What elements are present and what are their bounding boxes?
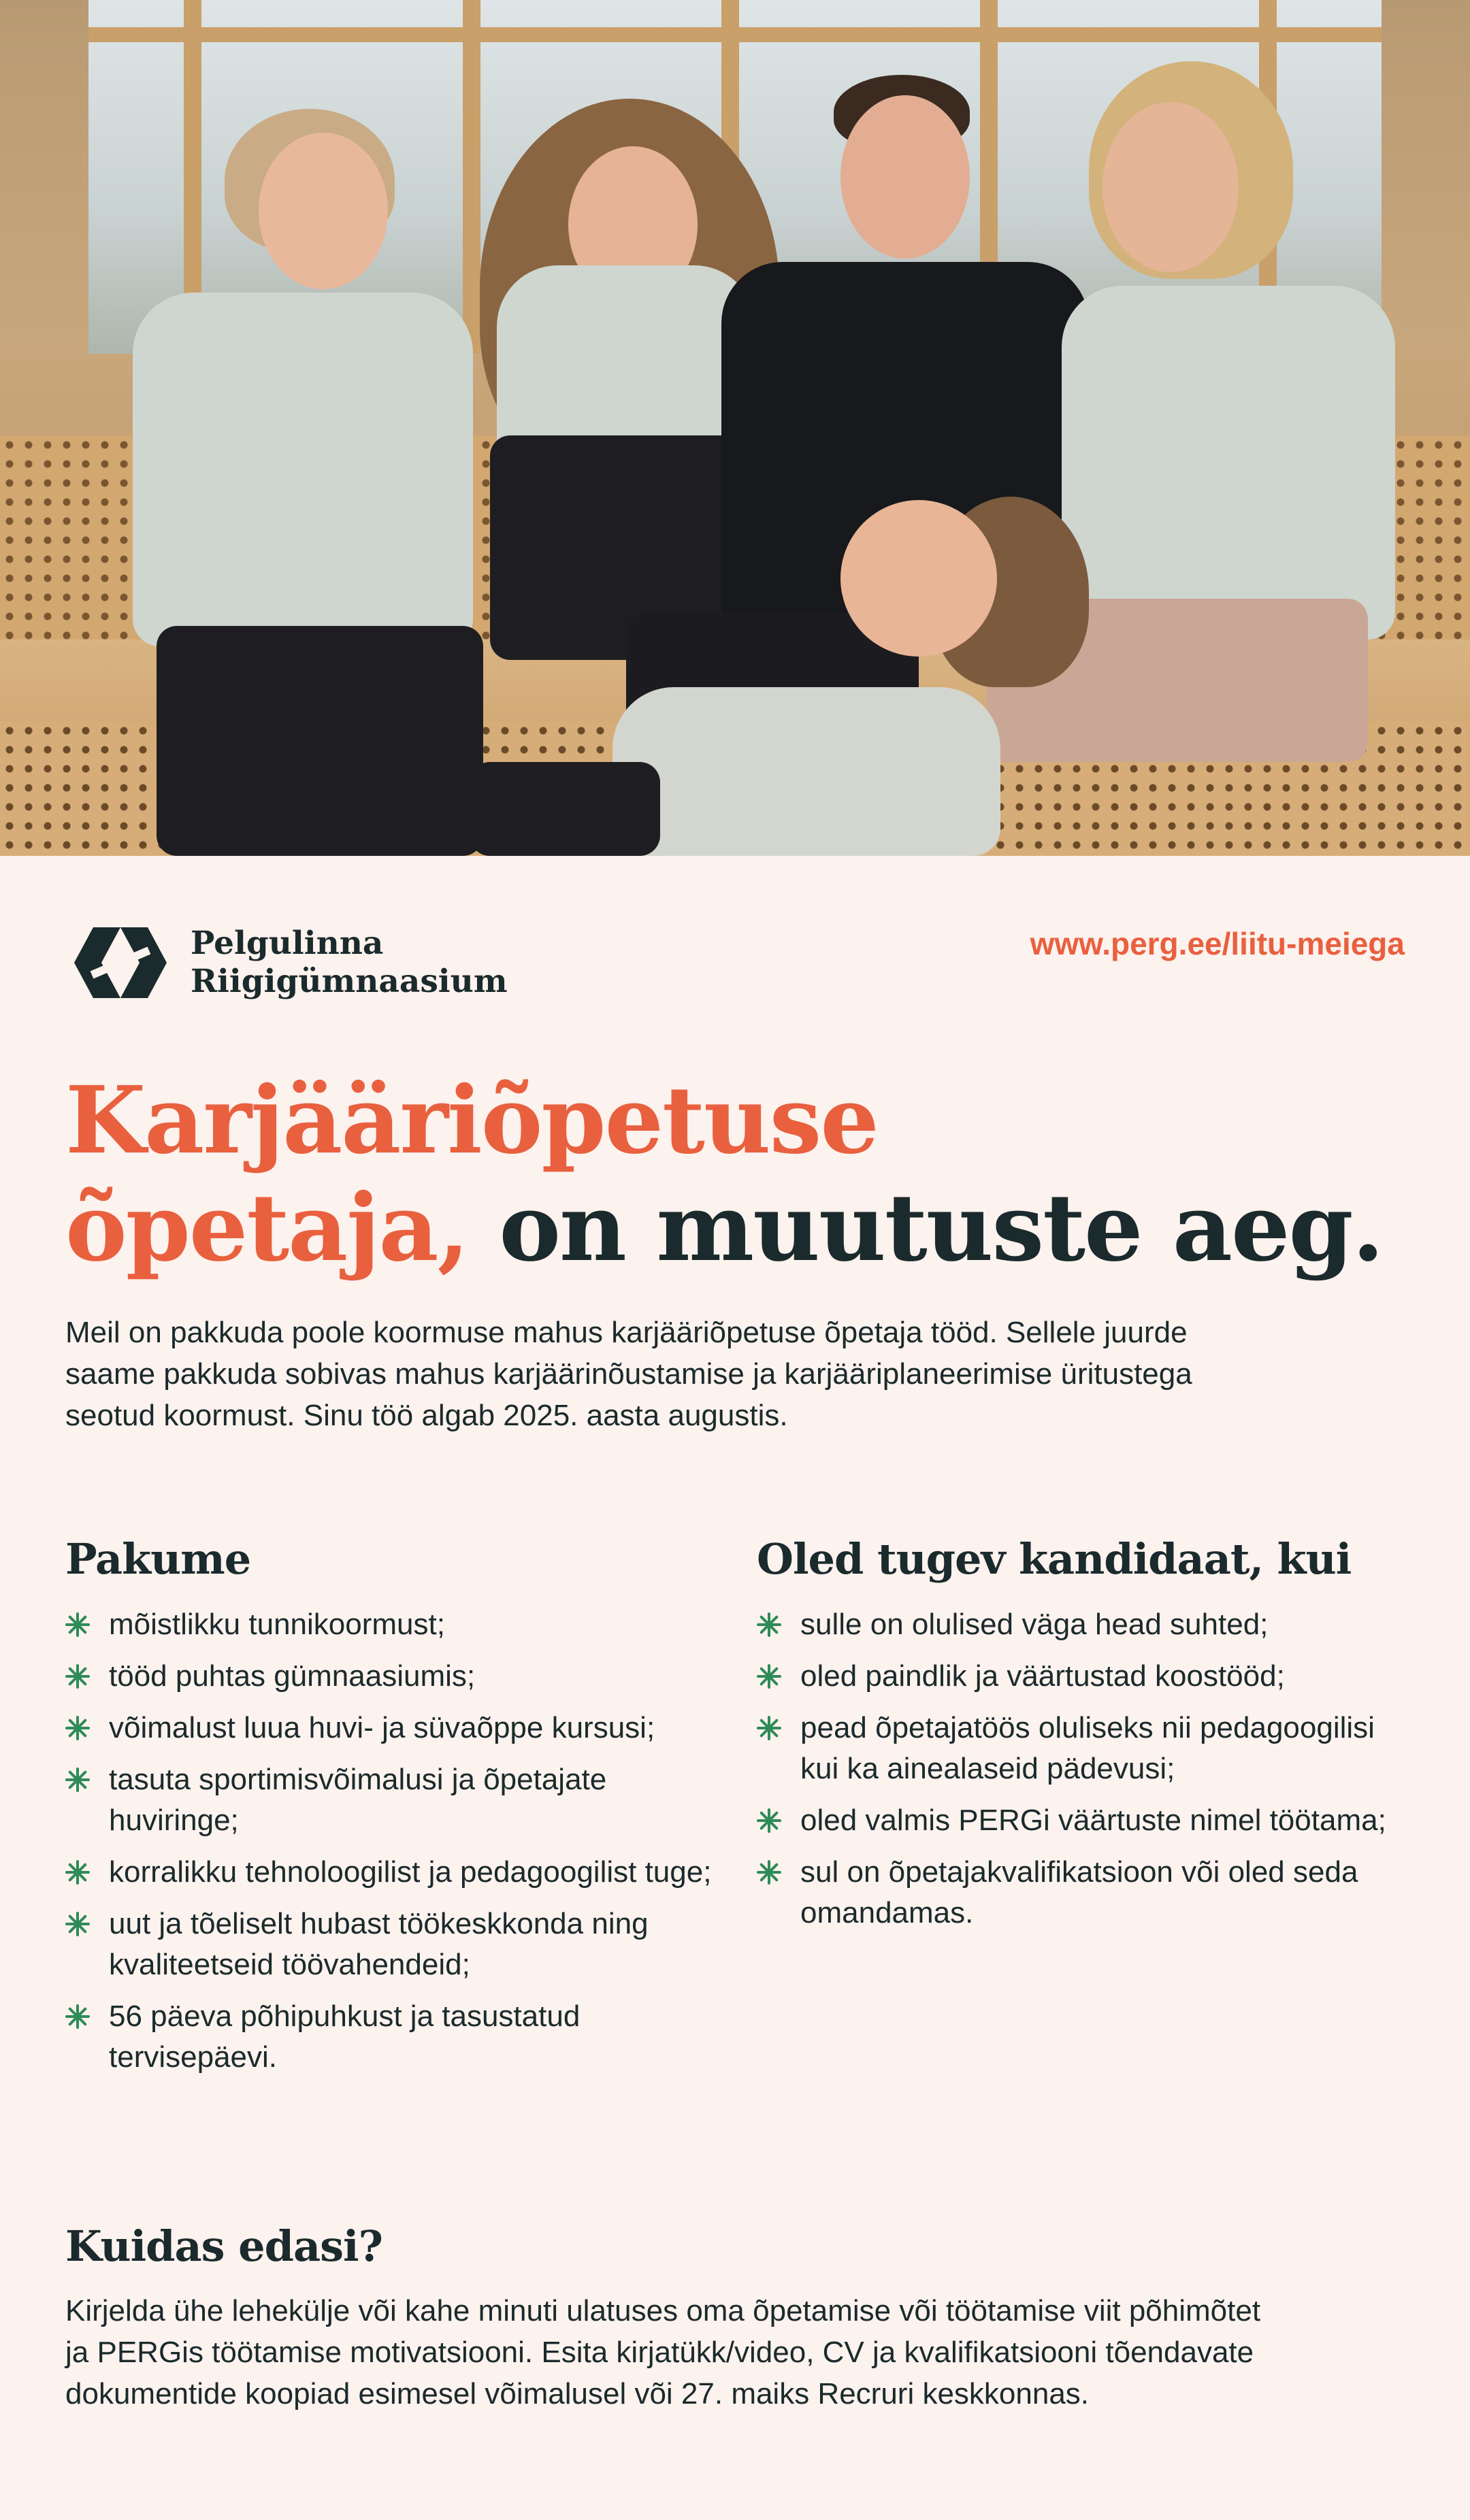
intro-paragraph: Meil on pakkuda poole koormuse mahus karjääriõpetuse õpetaja tööd. Sellele juurde saame pakkuda sobivas mahus karjäärinõustamise ja karjääriplaneerimise üritustega seotud koormust. Sinu töö algab 2025. aasta augustis.	[65, 1316, 1192, 1432]
page-title	[65, 1067, 1413, 1282]
next-steps-text: Kirjelda ühe lehekülje või kahe minuti ulatuses oma õpetamise või töötamise viit põhimõtet ja PERGis töötamise motivatsiooni. Esita kirjatükk/video, CV ja kvalifikatsiooni tõendavate dokumentide koopiad esimesel võimalusel või 27. maiks Recruri keskkonnas.	[65, 2294, 1261, 2410]
starburst-bullet-icon	[757, 1716, 781, 1740]
next-steps-section	[65, 2221, 1358, 2415]
starburst-bullet-icon	[65, 1912, 90, 1936]
list-item: korralikku tehnoloogilist ja pedagoogilist tuge;	[65, 1852, 719, 1893]
school-logo[interactable]	[65, 922, 508, 1004]
list-item: võimalust luua huvi- ja süvaõppe kursusi;	[65, 1708, 719, 1748]
starburst-bullet-icon	[757, 1664, 781, 1689]
starburst-bullet-icon	[65, 2004, 90, 2029]
offer-list	[65, 1604, 719, 2078]
list-item: mõistlikku tunnikoormust;	[65, 1604, 719, 1645]
list-item: tasuta sportimisvõimalusi ja õpetajate huviringe;	[65, 1759, 719, 1841]
list-item: sulle on olulised väga head suhted;	[757, 1604, 1410, 1645]
candidate-section	[757, 1534, 1410, 1944]
hero-photo	[0, 0, 1470, 856]
list-item: tööd puhtas gümnaasiumis;	[65, 1656, 719, 1697]
candidate-title: Oled tugev kandidaat, kui	[757, 1534, 1352, 1584]
offer-section	[65, 1534, 719, 2089]
title-accent-line-1: Karjääriõpetuse	[65, 1066, 878, 1175]
logo-line-2: Riigigümnaasium	[191, 963, 508, 1000]
starburst-bullet-icon	[65, 1716, 90, 1740]
starburst-bullet-icon	[757, 1808, 781, 1833]
starburst-bullet-icon	[65, 1768, 90, 1792]
starburst-bullet-icon	[65, 1860, 90, 1885]
perg-logo-icon	[65, 922, 176, 1004]
list-item: sul on õpetajakvalifikatsioon või oled seda omandamas.	[757, 1852, 1410, 1934]
candidate-list	[757, 1604, 1410, 1934]
starburst-bullet-icon	[757, 1860, 781, 1885]
starburst-bullet-icon	[757, 1612, 781, 1637]
list-item: oled paindlik ja väärtustad koostööd;	[757, 1656, 1410, 1697]
list-item: uut ja tõeliselt hubast töökeskkonda ning kvaliteetseid töövahendeid;	[65, 1904, 719, 1985]
logo-text	[191, 925, 508, 1001]
offer-title: Pakume	[65, 1534, 251, 1584]
title-accent-line-2: õpetaja,	[65, 1174, 468, 1282]
starburst-bullet-icon	[65, 1664, 90, 1689]
title-dark-part: on muutuste aeg.	[499, 1174, 1383, 1282]
list-item: oled valmis PERGi väärtuste nimel töötama;	[757, 1800, 1410, 1841]
list-item: 56 päeva põhipuhkust ja tasustatud tervisepäevi.	[65, 1996, 719, 2078]
starburst-bullet-icon	[65, 1612, 90, 1637]
list-item: pead õpetajatöös oluliseks nii pedagoogilisi kui ka ainealaseid pädevusi;	[757, 1708, 1410, 1789]
logo-line-1: Pelgulinna	[191, 925, 384, 962]
next-steps-title: Kuidas edasi?	[65, 2221, 382, 2271]
careers-link[interactable]: www.perg.ee/liitu-meiega	[1030, 926, 1405, 961]
